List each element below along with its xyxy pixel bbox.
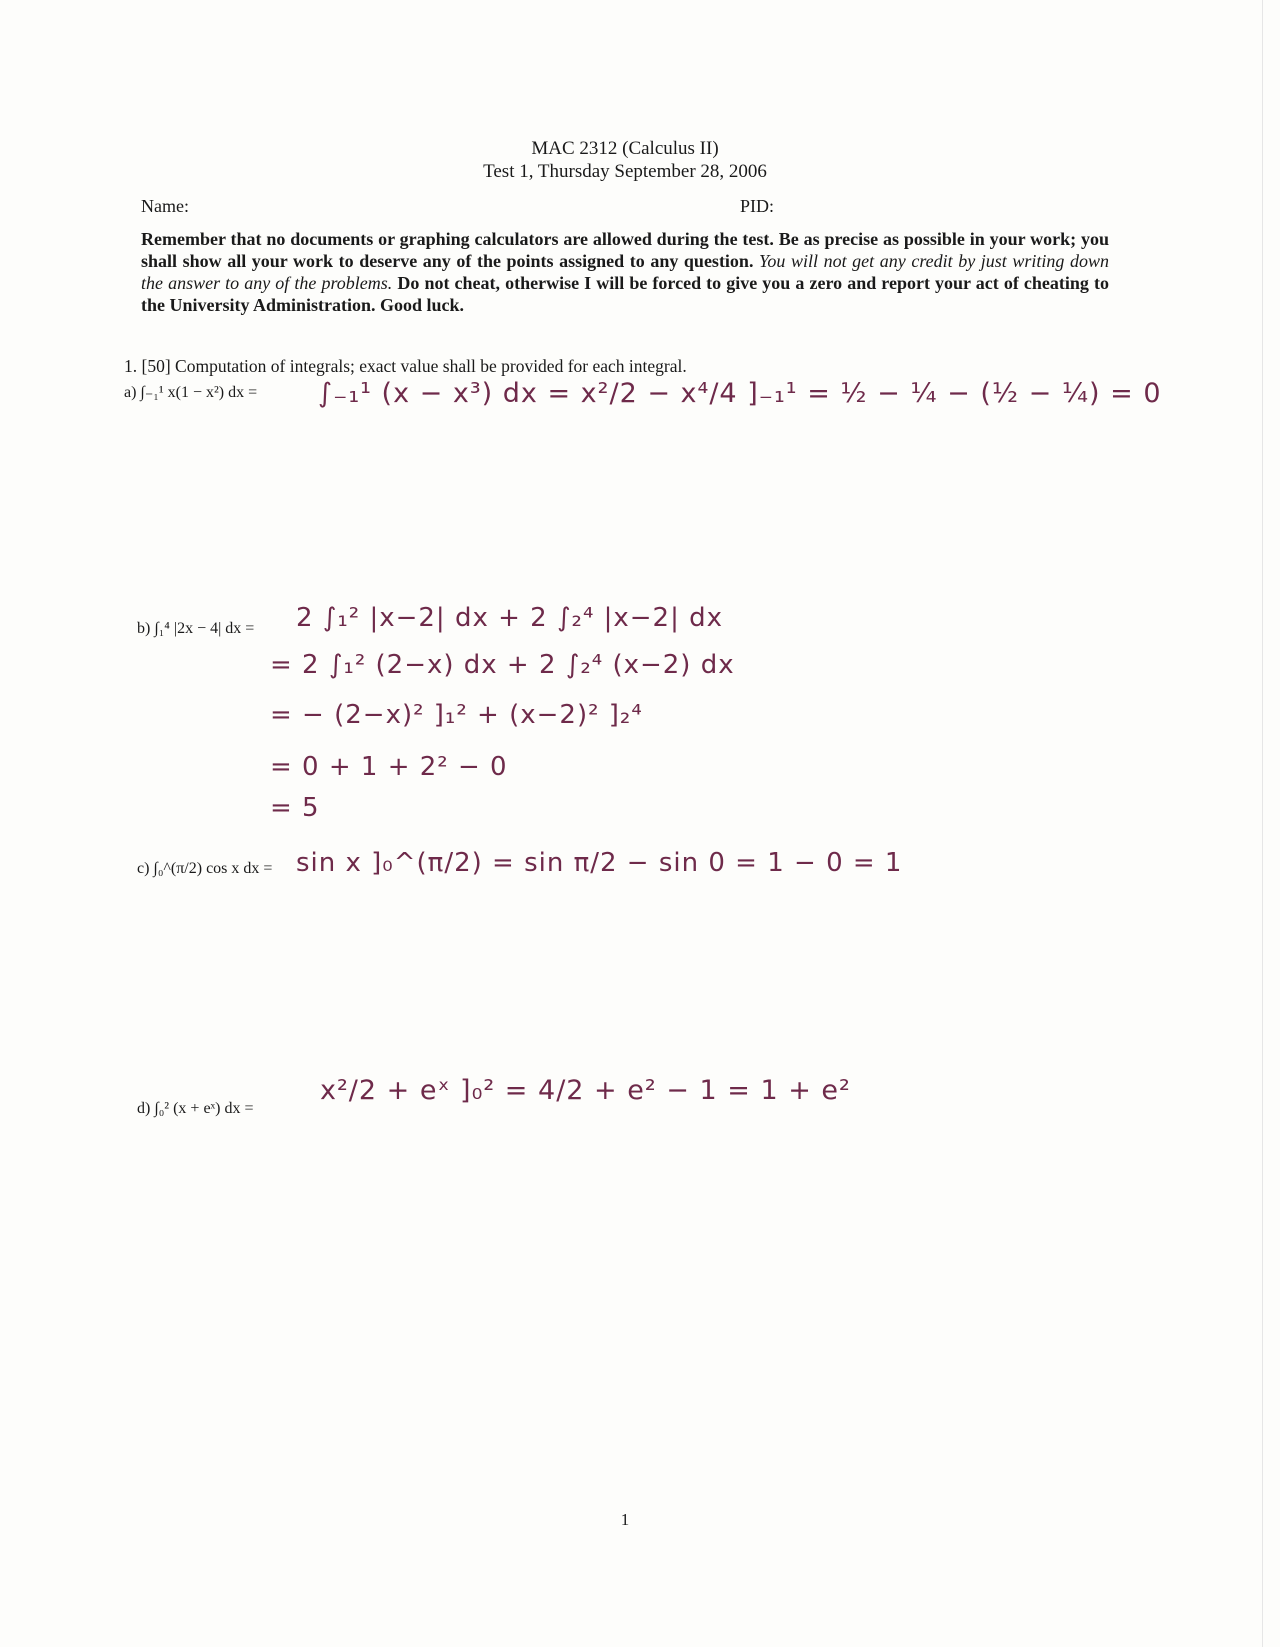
instructions xyxy=(141,228,1109,316)
instructions-main: Remember that no documents or graphing calculators are allowed during the test. Be as precise as possible in your work; you shall show all your work to deserve any of the points assigned to any question. xyxy=(141,229,1109,271)
question-1-heading: 1. [50] Computation of integrals; exact value shall be provided for each integral. xyxy=(124,356,687,376)
part-c-work: sin x ]₀^(π/2) = sin π/2 − sin 0 = 1 − 0 = 1 xyxy=(296,848,903,878)
part-b-label: b) ∫₁⁴ |2x − 4| dx = xyxy=(137,620,255,637)
scan-edge-line xyxy=(1262,0,1263,1647)
part-b-work-line-2: = 2 ∫₁² (2−x) dx + 2 ∫₂⁴ (x−2) dx xyxy=(270,650,735,680)
instructions-italic: You will not get any credit by just writing down the answer to any of the problems. xyxy=(141,251,1110,293)
pid-label: PID: xyxy=(740,196,775,216)
name-label: Name: xyxy=(141,196,189,216)
exam-subtitle: Test 1, Thursday September 28, 2006 xyxy=(483,161,767,182)
exam-title: MAC 2312 (Calculus II) xyxy=(531,138,719,159)
part-d-label: d) ∫₀² (x + eˣ) dx = xyxy=(137,1100,254,1117)
part-d-work: x²/2 + eˣ ]₀² = 4/2 + e² − 1 = 1 + e² xyxy=(320,1075,851,1106)
part-a-label: a) ∫₋₁¹ x(1 − x²) dx = xyxy=(124,384,258,401)
part-a-work: ∫₋₁¹ (x − x³) dx = x²/2 − x⁴/4 ]₋₁¹ = ½ − ¼ − (½ − ¼) = 0 xyxy=(318,378,1162,409)
part-b-work-line-1: 2 ∫₁² |x−2| dx + 2 ∫₂⁴ |x−2| dx xyxy=(296,603,724,633)
instructions-warning: Do not cheat, otherwise I will be forced to give you a zero and report your act of cheating to the University Administration. Good luck. xyxy=(141,273,1109,315)
part-b-work-line-5: = 5 xyxy=(270,793,320,823)
part-b-work-line-4: = 0 + 1 + 2² − 0 xyxy=(270,752,508,782)
part-b-work-line-3: = − (2−x)² ]₁² + (x−2)² ]₂⁴ xyxy=(270,700,643,730)
part-c-label: c) ∫₀^(π/2) cos x dx = xyxy=(137,860,273,877)
page-number: 1 xyxy=(620,1510,630,1529)
